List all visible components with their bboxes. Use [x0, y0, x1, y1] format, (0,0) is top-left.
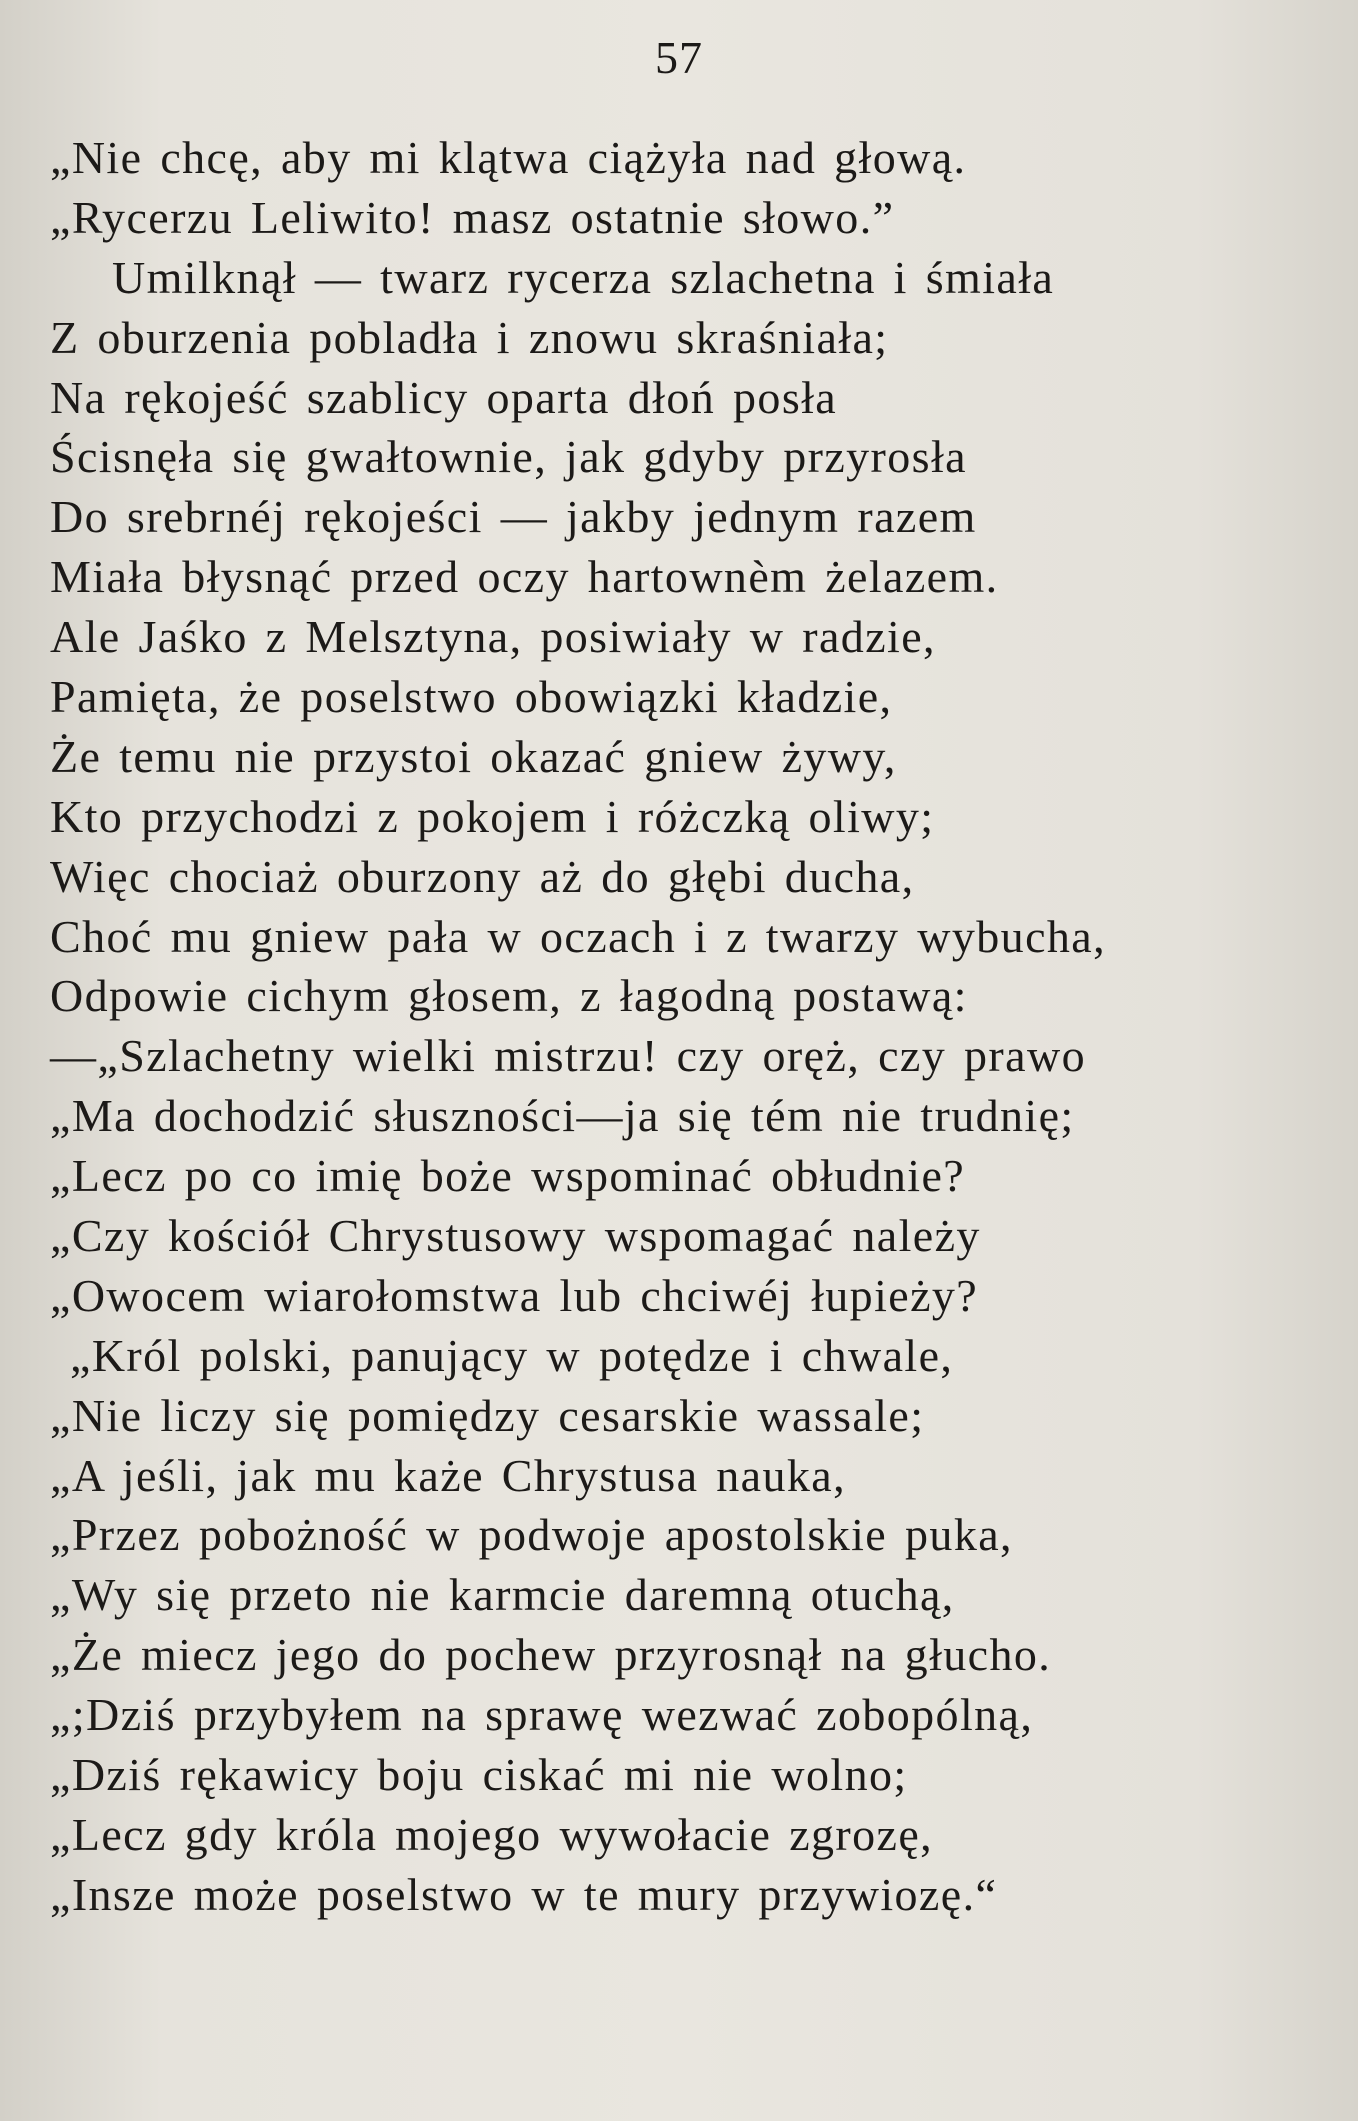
verse-line: „A jeśli, jak mu każe Chrystusa nauka,: [50, 1449, 847, 1501]
verse-line: Że temu nie przystoi okazać gniew żywy,: [50, 730, 897, 782]
verse-line: „Ma dochodzić słuszności—ja się tém nie trudnię;: [50, 1090, 1075, 1142]
verse-line: „Lecz po co imię boże wspominać obłudnie?: [50, 1150, 966, 1202]
verse-line: Z oburzenia pobladła i znowu skraśniała;: [50, 311, 889, 363]
verse-line: „Lecz gdy króla mojego wywołacie zgrozę,: [50, 1808, 934, 1860]
verse-line: „Że miecz jego do pochew przyrosnął na głucho.: [50, 1629, 1052, 1681]
verse-line: Ale Jaśko z Melsztyna, posiwiały w radzie,: [50, 611, 936, 663]
verse-line: „Przez pobożność w podwoje apostolskie puka,: [50, 1509, 1013, 1561]
verse-line: Do srebrnéj rękojeści — jakby jednym razem: [50, 491, 977, 543]
verse-line: Na rękojeść szablicy oparta dłoń posła: [50, 371, 838, 423]
poem-text: [50, 128, 1330, 1925]
verse-line: Umilknął — twarz rycerza szlachetna i śmiała: [112, 251, 1055, 303]
verse-line: Pamięta, że poselstwo obowiązki kładzie,: [50, 671, 893, 723]
page-number: 57: [655, 32, 703, 83]
verse-line: „Król polski, panujący w potędze i chwale,: [70, 1329, 954, 1381]
verse-line: „Owocem wiarołomstwa lub chciwéj łupieży?: [50, 1269, 979, 1321]
verse-line: „Nie chcę, aby mi klątwa ciążyła nad głową.: [50, 132, 967, 183]
verse-line: Ścisnęła się gwałtownie, jak gdyby przyrosła: [50, 431, 967, 483]
verse-line: Odpowie cichym głosem, z łagodną postawą:: [50, 970, 968, 1022]
verse-line: „Nie liczy się pomiędzy cesarskie wassale;: [50, 1389, 925, 1441]
verse-line: —„Szlachetny wielki mistrzu! czy oręż, czy prawo: [50, 1030, 1086, 1082]
verse-line: „Wy się przeto nie karmcie daremną otuchą,: [50, 1569, 955, 1621]
verse-line: „Dziś rękawicy boju ciskać mi nie wolno;: [50, 1749, 908, 1801]
verse-line: Kto przychodzi z pokojem i różczką oliwy;: [50, 790, 935, 842]
verse-line: „Rycerzu Leliwito! masz ostatnie słowo.”: [50, 191, 895, 243]
verse-line: Choć mu gniew pała w oczach i z twarzy wybucha,: [50, 910, 1107, 962]
verse-line: „Insze może poselstwo w te mury przywiozę.“: [50, 1868, 998, 1920]
verse-line: Więc chociaż oburzony aż do głębi ducha,: [50, 850, 915, 902]
verse-line: „Czy kościół Chrystusowy wspomagać należy: [50, 1210, 981, 1262]
verse-line: Miała błysnąć przed oczy hartownèm żelazem.: [50, 551, 999, 603]
verse-line: „;Dziś przybyłem na sprawę wezwać zobopólną,: [50, 1689, 1034, 1741]
